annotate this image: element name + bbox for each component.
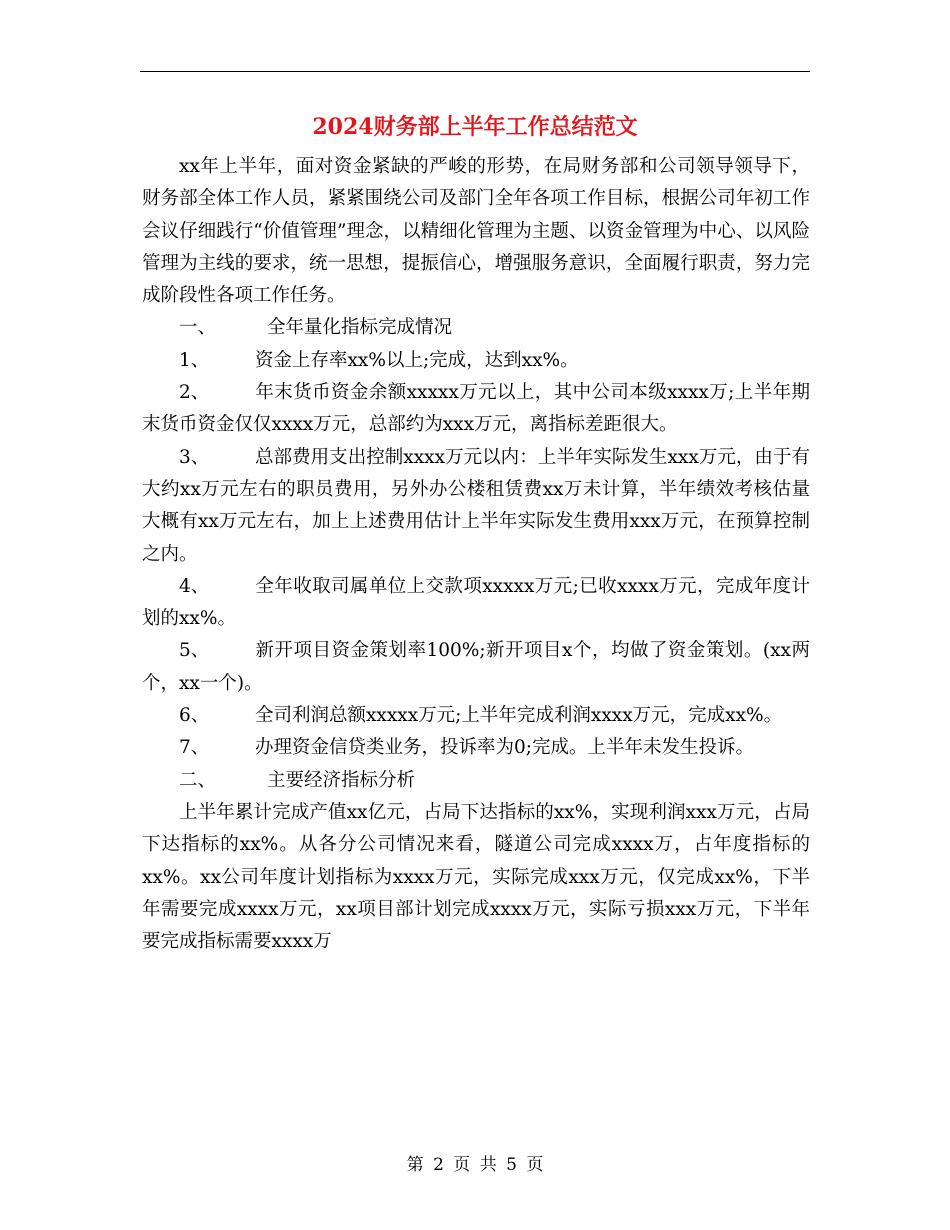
list-item	[142, 442, 810, 571]
section-number: 二、	[179, 769, 217, 791]
page-number-footer: 第 2 页 共 5 页	[406, 1155, 544, 1175]
list-item	[142, 571, 810, 636]
item-number: 3、	[179, 446, 210, 468]
item-number: 6、	[179, 705, 210, 727]
list-item	[142, 732, 810, 764]
item-text: 总部费用支出控制xxxx万元以内：上半年实际发生xxx万元，由于有大约xx万元左右的职员费用，另外办公楼租赁费xx万未计算，半年绩效考核估量大概有xx万元左右，加上上述费用估计上半年实际发生费用xxx万元，在预算控制之内。	[142, 446, 810, 565]
document-title: 2024财务部上半年工作总结范文	[312, 114, 638, 140]
item-number: 1、	[179, 349, 210, 371]
section-title: 全年量化指标完成情况	[267, 317, 453, 339]
header-rule	[140, 71, 810, 72]
document-body	[142, 151, 810, 958]
item-number: 5、	[179, 640, 210, 662]
list-item	[142, 700, 810, 732]
item-number: 2、	[179, 382, 210, 404]
list-item	[142, 635, 810, 700]
analysis-paragraph: 上半年累计完成产值xx亿元，占局下达指标的xx%，实现利润xxx万元，占局下达指标的xx%。从各分公司情况来看，隧道公司完成xxxx万，占年度指标的xx%。xx公司年度计划指标为xxxx万元，实际完成xxx万元，仅完成xx%，下半年需要完成xxxx万元，xx项目部计划完成xxxx万元，实际亏损xxx万元，下半年要完成指标需要xxxx万	[142, 801, 810, 953]
list-item	[142, 377, 810, 442]
section-number: 一、	[179, 317, 217, 339]
item-text: 全年收取司属单位上交款项xxxxx万元;已收xxxx万元，完成年度计划的xx%。	[142, 575, 810, 630]
item-number: 4、	[179, 575, 210, 597]
item-number: 7、	[179, 737, 210, 759]
section-heading-1	[142, 312, 810, 344]
item-text: 新开项目资金策划率100%;新开项目x个，均做了资金策划。(xx两个，xx一个)。	[142, 640, 810, 694]
item-text: 办理资金信贷类业务，投诉率为0;完成。上半年未发生投诉。	[255, 737, 755, 759]
item-text: 全司利润总额xxxxx万元;上半年完成利润xxxx万元，完成xx%。	[255, 705, 783, 727]
item-text: 资金上存率xx%以上;完成，达到xx%。	[255, 349, 579, 371]
section-heading-2	[142, 765, 810, 797]
item-text: 年末货币资金余额xxxxx万元以上，其中公司本级xxxx万;上半年期末货币资金仅仅xxxx万元，总部约为xxx万元，离指标差距很大。	[142, 382, 810, 436]
intro-paragraph: xx年上半年，面对资金紧缺的严峻的形势，在局财务部和公司领导领导下，财务部全体工作人员，紧紧围绕公司及部门全年各项工作目标，根据公司年初工作会议仔细践行“价值管理”理念，以精细化管理为主题、以资金管理为中心、以风险管理为主线的要求，统一思想，提振信心，增强服务意识，全面履行职责，努力完成阶段性各项工作任务。	[142, 156, 810, 307]
list-item	[142, 345, 810, 377]
section-title: 主要经济指标分析	[267, 769, 416, 791]
